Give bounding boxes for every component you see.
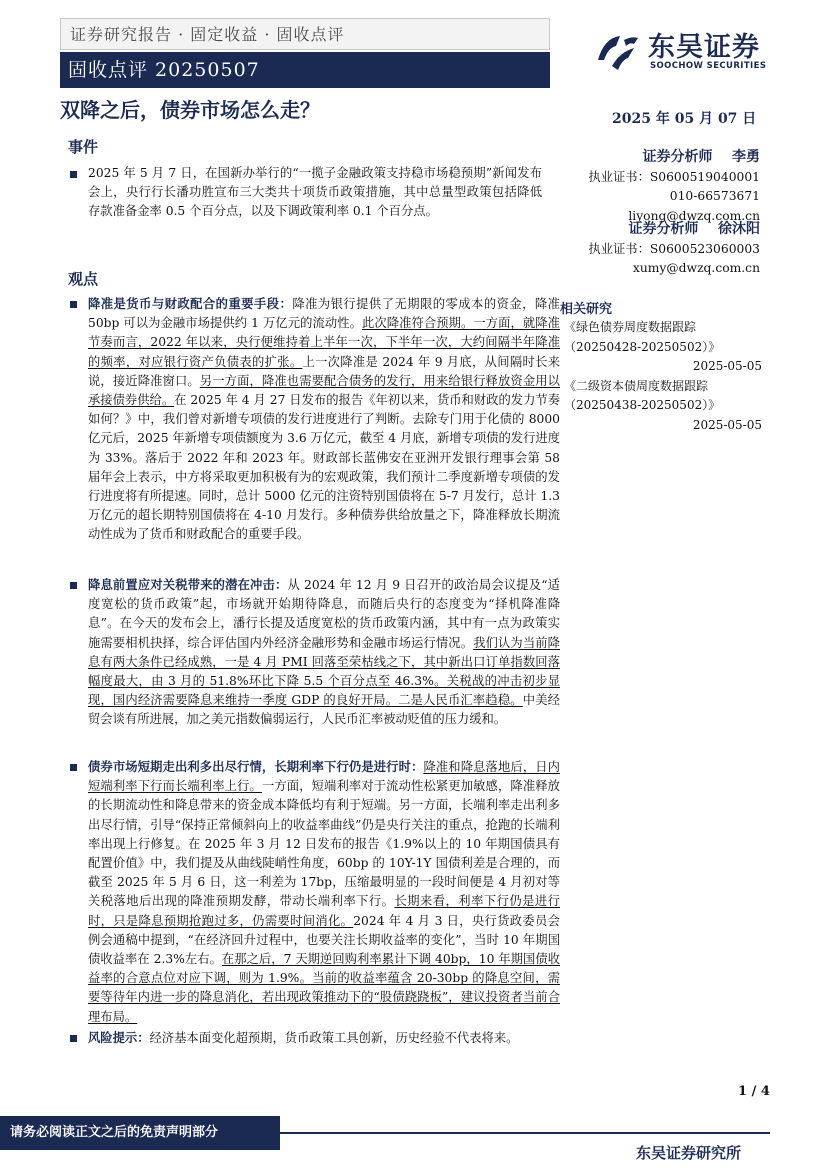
footer-rule [280, 1132, 770, 1134]
bullet-icon [70, 301, 77, 308]
related-item-1-title[interactable]: 《绿色债券周度数据跟踪（20250428-20250502）》 [564, 320, 721, 354]
report-tag: 固收点评 20250507 [60, 52, 550, 88]
event-heading: 事件 [68, 138, 99, 156]
company-logo-icon [594, 30, 640, 76]
risk-warning: 风险提示：经济基本面变化超预期，货币政策工具创新，历史经验不代表将来。 [88, 1030, 519, 1045]
report-date: 2025 年 05 月 07 日 [612, 111, 757, 127]
view-point-1-lead: 降准是货币与财政配合的重要手段： [88, 296, 293, 311]
view-point-2: 降息前置应对关税带来的潜在冲击：从 2024 年 12 月 9 日召开的政治局会议提及“适度宽松的货币政策”起，市场就开始期待降息，而随后央行的态度变为“择机降准降息”。在今天的发布会上，潘行长提及适度宽松的货币政策内涵，其中有一点为政策实施需要相机抉择，综合评估国内外经济金融形势和金融市场运行情况。我们认为当前降息有两大条件已经成熟，一是 4 月 PMI 回落至荣枯线之下，其中新出口订单指数回落幅度最大，由 3 月的 51.8%环比下降 5.5 个百分点至 46.3%。关税战的冲击初步显现，国内经济需要降息来维持一季度 GDP 的良好开局。二是人民币汇率趋稳。中美经贸会谈有所进展，加之美元指数偏弱运行，人民币汇率被动贬值的压力缓和。 [88, 577, 560, 727]
analyst-1-email: liyong@dwzq.com.cn [628, 208, 760, 223]
analyst-1-phone: 010-66573671 [669, 189, 760, 204]
related-list [564, 318, 762, 436]
related-item-2-title[interactable]: 《二级资本债周度数据跟踪（20250438-20250502）》 [564, 378, 721, 413]
view-point-3-lead: 债券市场短期走出利多出尽行情，长期利率下行仍是进行时： [88, 759, 424, 774]
view-point-2-lead: 降息前置应对关税带来的潜在冲击： [88, 577, 288, 592]
analyst-2-title: 证券分析师 徐沐阳 [628, 221, 760, 237]
company-name: 东吴证券 [648, 32, 760, 63]
bullet-icon [70, 582, 77, 589]
institute-name: 东吴证券研究所 [636, 1144, 742, 1162]
analyst-2-license: 执业证书：S0600523060003 [588, 241, 760, 256]
bullet-icon [70, 764, 77, 771]
view-point-1: 降准是货币与财政配合的重要手段：降准为银行提供了无期限的零成本的资金，降准 50bp 可以为金融市场提供约 1 万亿元的流动性。此次降准符合预期。一方面，就降准节奏而言，2022 年以来，央行便维持着上半年一次，下半年一次，大约间隔半年降准的频率，对应银行资产负债表的扩张。上一次降准是 2024 年 9 月底，从间隔时长来说，接近降准窗口。另一方面，降准也需要配合债务的发行，用来给银行释放资金用以承接债券供给。在 2025 年 4 月 27 日发布的报告《年初以来，货币和财政的发力节奏如何？》中，我们曾对新增专项债的发行进度进行了判断。去除专门用于化债的 8000 亿元后，2025 年新增专项债额度为 3.6 万亿元，截至 4 月底，新增专项债的发行进度为 33%。落后于 2022 年和 2023 年。财政部长蓝佛安在亚洲开发银行理事会第 58 届年会上表示，中方将采取更加积极有为的宏观政策，我们预计二季度新增专项债的发行进度将有所提速。同时，总计 5000 亿元的注资特别国债将在 5-7 月发行，总计 1.3 万亿元的超长期特别国债将在 4-10 月发行。多种债券供给放量之下，降准释放长期流动性成为了货币和财政配合的重要手段。 [88, 296, 560, 542]
risk-lead: 风险提示： [88, 1030, 150, 1045]
view-point-3: 债券市场短期走出利多出尽行情，长期利率下行仍是进行时：降准和降息落地后，日内短端利率下行而长端利率上行。一方面，短端利率对于流动性松紧更加敏感，降准释放的长期流动性和降息带来的资金成本降低均有利于短端。另一方面，长端利率走出利多出尽行情，引导“保持正常倾斜向上的收益率曲线”仍是央行关注的重点，抢跑的长端利率出现上行修复。在 2025 年 3 月 12 日发布的报告《1.9%以上的 10 年期国债具有配置价值》中，我们提及从曲线陡峭性角度，60bp 的 10Y-1Y 国债利差是合理的，而截至 2025 年 5 月 6 日，这一利差为 17bp，压缩最明显的一段时间便是 4 月初对等关税落地后出现的降准预期发酵，带动长端利率下行。长期来看，利率下行仍是进行时，只是降息预期抢跑过多，仍需要时间消化。2024 年 4 月 3 日，央行货政委员会例会通稿中提到，“在经济回升过程中，也要关注长期收益率的变化”，当时 10 年期国债收益率在 2.3%左右。在那之后，7 天期逆回购利率累计下调 40bp，10 年期国债收益率的合意点位对应下调，则为 1.9%。当前的收益率蕴含 20-30bp 的降息空间，需要等待年内进一步的降息消化，若出现政策推动下的“股债跷跷板”，建议投资者当前合理布局。 [88, 759, 561, 1024]
event-text: 2025 年 5 月 7 日，在国新办举行的“一揽子金融政策支持稳市场稳预期”新闻发布会上，央行行长潘功胜宣布三大类共十项货币政策措施，其中总量型政策包括降低存款准备金率 0.5 个百分点，以及下调政策利率 0.1 个百分点。 [88, 166, 542, 219]
disclaimer-banner: 请务必阅读正文之后的免责声明部分 [0, 1116, 280, 1150]
analyst-1-license: 执业证书：S0600519040001 [588, 169, 760, 184]
report-category: 证券研究报告 · 固定收益 · 固收点评 [70, 25, 345, 44]
company-name-en: SOOCHOW SECURITIES [650, 61, 767, 71]
analyst-1 [580, 148, 760, 226]
related-heading: 相关研究 [560, 302, 613, 317]
bullet-icon [70, 1035, 77, 1042]
analyst-2-email: xumy@dwzq.com.cn [632, 261, 760, 276]
analyst-2 [580, 220, 760, 279]
page-number: 1 / 4 [738, 1084, 770, 1099]
analyst-1-title: 证券分析师 李勇 [642, 149, 760, 165]
related-item-1-date: 2025-05-05 [692, 359, 762, 374]
report-title: 双降之后，债券市场怎么走？ [60, 98, 320, 122]
related-item-2-date: 2025-05-05 [692, 417, 762, 432]
views-heading: 观点 [68, 270, 99, 288]
bullet-icon [70, 171, 77, 178]
